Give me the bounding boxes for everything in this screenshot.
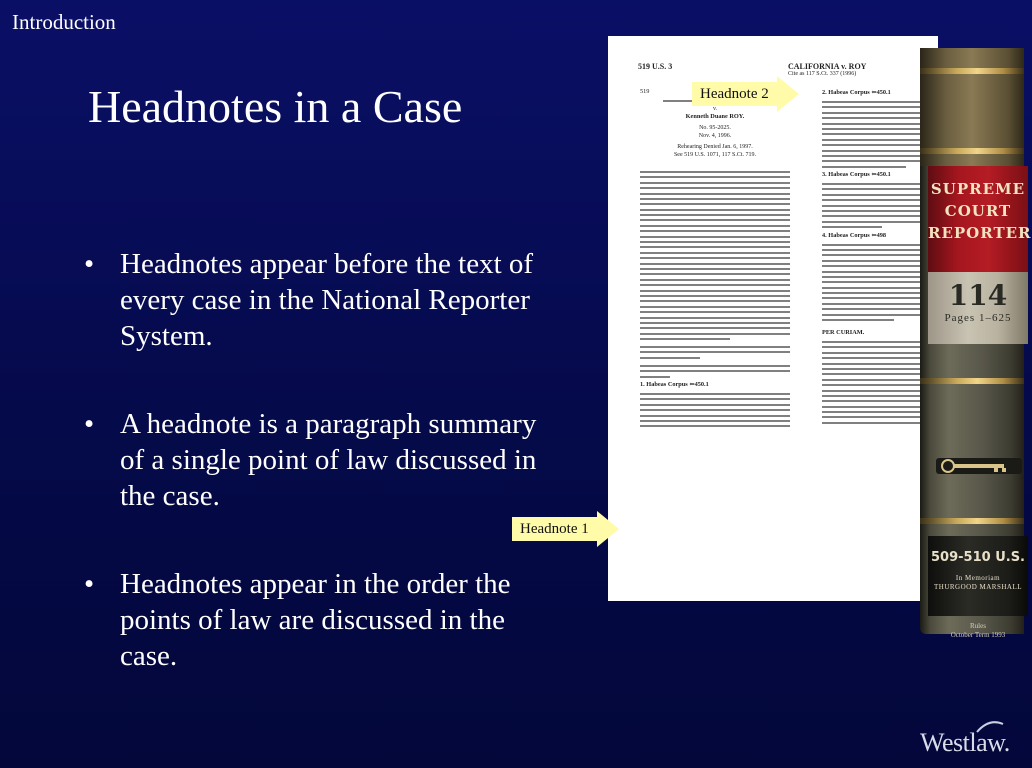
memoriam-line: In Memoriam bbox=[955, 574, 1001, 582]
spine-title-line: COURT bbox=[944, 202, 1012, 220]
term-line: October Term 1993 bbox=[950, 631, 1006, 639]
bullet-text: Headnotes appear before the text of every case in the National Reporter System. bbox=[120, 248, 534, 352]
key-number-icon bbox=[936, 456, 1022, 476]
case-name: CALIFORNIA v. ROY bbox=[788, 62, 867, 71]
headnote-3-label: 3. Habeas Corpus ⇐450.1 bbox=[822, 171, 891, 179]
section-label: Introduction bbox=[12, 10, 116, 34]
bullet-item bbox=[80, 246, 550, 354]
respondent-name: Kenneth Duane ROY. bbox=[685, 113, 745, 121]
headnote-2-callout bbox=[692, 76, 799, 112]
arrow-right-icon bbox=[597, 511, 619, 547]
bullet-text: A headnote is a paragraph summary of a single point of law discussed in the case. bbox=[120, 408, 537, 512]
per-curiam-label: PER CURIAM. bbox=[822, 329, 865, 337]
case-left-column bbox=[640, 88, 790, 431]
case-page-image bbox=[608, 36, 938, 601]
headnote-4-label: 4. Habeas Corpus ⇐498 bbox=[822, 231, 887, 239]
bullet-item bbox=[80, 566, 550, 674]
party-line: v. bbox=[712, 106, 718, 113]
rules-line: Rules bbox=[970, 622, 986, 630]
rehearing-line: Rehearing Denied Jan. 6, 1997. bbox=[677, 143, 753, 150]
callout-label: Headnote 2 bbox=[692, 82, 777, 106]
spine-rules bbox=[928, 622, 1028, 640]
reporter-book-spine bbox=[920, 48, 1032, 639]
bullet-text: Headnotes appear in the order the points of law are discussed in the case. bbox=[120, 568, 511, 672]
arrow-right-icon bbox=[777, 76, 799, 112]
case-page-number: 519 bbox=[640, 88, 650, 95]
case-cite-line: Cite as 117 S.Ct. 337 (1996) bbox=[788, 71, 857, 77]
headnote-1-label: 1. Habeas Corpus ⇐450.1 bbox=[640, 381, 709, 389]
rehearing-cite: See 519 U.S. 1071, 117 S.Ct. 719. bbox=[673, 151, 757, 158]
decision-date: Nov. 4, 1996. bbox=[698, 132, 732, 139]
volume-label bbox=[928, 272, 1028, 344]
spine-title-line: REPORTER bbox=[928, 224, 1032, 242]
synopsis-text bbox=[640, 171, 790, 378]
headnote-1-callout bbox=[512, 511, 619, 547]
bullet-item bbox=[80, 406, 550, 514]
callout-label: Headnote 1 bbox=[512, 517, 597, 541]
series-label bbox=[928, 536, 1028, 616]
bullet-list bbox=[80, 246, 550, 726]
case-citation: 519 U.S. 3 bbox=[638, 62, 673, 71]
bullet-dot-icon: • bbox=[84, 248, 95, 280]
westlaw-logo: Westlaw. bbox=[920, 728, 1010, 757]
headnote-2-label: 2. Habeas Corpus ⇐450.1 bbox=[822, 89, 891, 96]
bullet-dot-icon: • bbox=[84, 568, 95, 600]
slide-title: Headnotes in a Case bbox=[88, 81, 463, 132]
volume-number: 114 bbox=[948, 279, 1008, 312]
bullet-dot-icon: • bbox=[84, 408, 95, 440]
spine-title-line: SUPREME bbox=[930, 180, 1026, 198]
series-title: 509-510 U.S. bbox=[931, 550, 1025, 565]
volume-pages: Pages 1–625 bbox=[944, 312, 1012, 324]
memoriam-name: THURGOOD MARSHALL bbox=[933, 583, 1023, 591]
docket-number: No. 95-2025. bbox=[699, 124, 731, 131]
